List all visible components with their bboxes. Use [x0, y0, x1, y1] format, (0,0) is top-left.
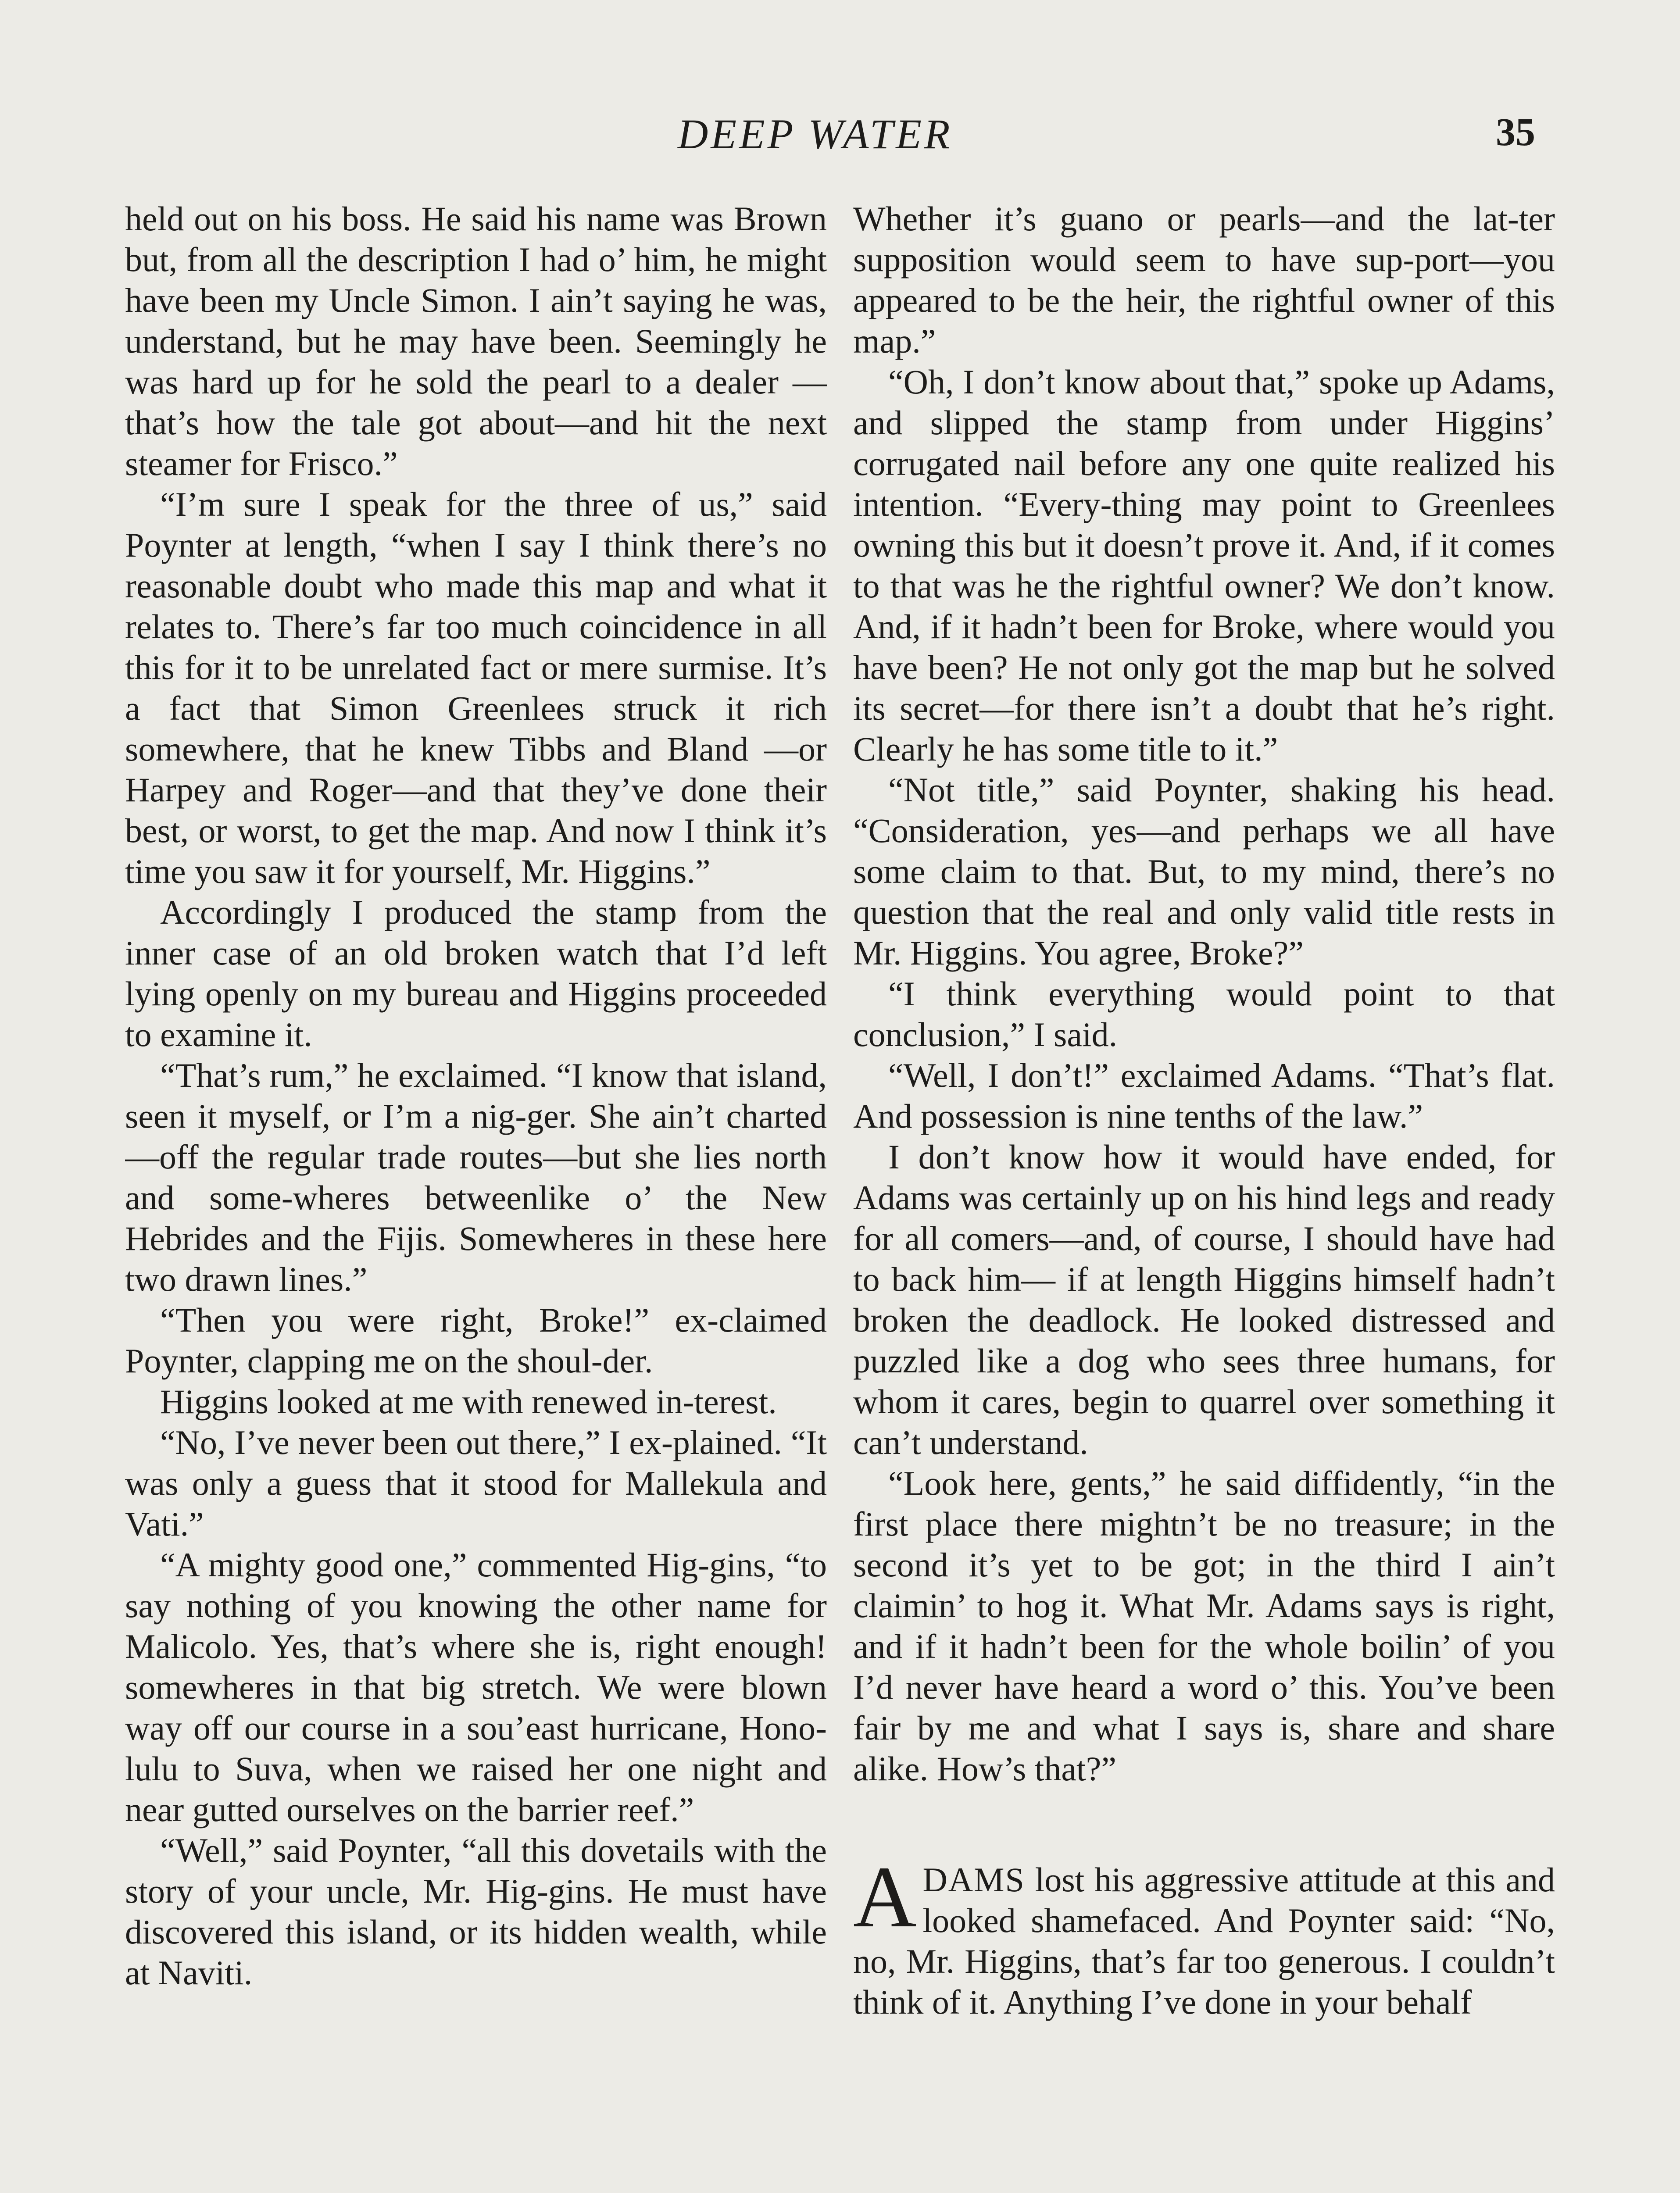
paragraph: held out on his boss. He said his name was Brown but, from all the description I had o’ him, he might have been my Uncle Simon. I ain’t saying he was, understand, but he may have been. Seemingly he was hard up for he sold the pearl to a dealer —that’s how the tale got about—and hit the next steamer for Frisco.”	[125, 200, 827, 482]
paragraph: Accordingly I produced the stamp from the inner case of an old broken watch that I’d left lying openly on my bureau and Higgins proceeded to examine it.	[125, 893, 827, 1054]
paragraph-text: lost his aggressive attitude at this and looked shamefaced. And Poynter said: “No, no, Mr. Higgins, that’s far too generous. I couldn’t think of it. Anything I’ve done in your behalf	[853, 1861, 1555, 2021]
paragraph: Whether it’s guano or pearls—and the lat-ter supposition would seem to have sup-port—you appeared to be the heir, the rightful owner of this map.”	[853, 200, 1555, 360]
running-title: DEEP WATER	[678, 111, 953, 157]
paragraph: “I think everything would point to that conclusion,” I said.	[853, 975, 1555, 1054]
paragraph: “Well,” said Poynter, “all this dovetails with the story of your uncle, Mr. Hig-gins. He must have discovered this island, or its hidden wealth, while at Naviti.	[125, 1831, 827, 1992]
paragraph: I don’t know how it would have ended, for Adams was certainly up on his hind legs and ready for all comers—and, of course, I should have had to back him— if at length Higgins himself hadn’t broken the deadlock. He looked distressed and puzzled like a dog who sees three humans, for whom it cares, begin to quarrel over something it can’t understand.	[853, 1138, 1555, 1461]
left-column	[125, 198, 827, 2193]
paragraph: “Then you were right, Broke!” ex-claimed Poynter, clapping me on the shoul-der.	[125, 1301, 827, 1380]
paragraph: “Look here, gents,” he said diffidently, “in the first place there mightn’t be no treasure; in the second it’s yet to be got; in the third I ain’t claimin’ to hog it. What Mr. Adams says is right, and if it hadn’t been for the whole boilin’ of you I’d never have heard a word o’ this. You’ve been fair by me and what I says is, share and share alike. How’s that?”	[853, 1464, 1555, 1788]
paragraph: “That’s rum,” he exclaimed. “I know that island, seen it myself, or I’m a nig-ger. She ain’t charted—off the regular trade routes—but she lies north and some-wheres betweenlike o’ the New Hebrides and the Fijis. Somewheres in these here two drawn lines.”	[125, 1056, 827, 1298]
page-number: 35	[1496, 111, 1535, 154]
paragraph: “No, I’ve never been out there,” I ex-plained. “It was only a guess that it stood for Mallekula and Vati.”	[125, 1423, 827, 1543]
paragraph: “Well, I don’t!” exclaimed Adams. “That’s flat. And possession is nine tenths of the law.”	[853, 1056, 1555, 1135]
drop-cap: A	[853, 1849, 917, 1946]
paragraph: “I’m sure I speak for the three of us,” said Poynter at length, “when I say I think there’s no reasonable doubt who made this map and what it relates to. There’s far too much coincidence in all this for it to be unrelated fact or mere surmise. It’s a fact that Simon Greenlees struck it rich somewhere, that he knew Tibbs and Bland —or Harpey and Roger—and that they’ve done their best, or worst, to get the map. And now I think it’s time you saw it for yourself, Mr. Higgins.”	[125, 485, 827, 890]
paragraph: “Not title,” said Poynter, shaking his head. “Consideration, yes—and perhaps we all have some claim to that. But, to my mind, there’s no question that the real and only valid title rests in Mr. Higgins. You agree, Broke?”	[853, 771, 1555, 972]
paragraph: “A mighty good one,” commented Hig-gins, “to say nothing of you knowing the other name for Malicolo. Yes, that’s where she is, right enough! somewheres in that big stretch. We were blown way off our course in a sou’east hurricane, Hono-lulu to Suva, when we raised her one night and near gutted ourselves on the barrier reef.”	[125, 1546, 827, 1829]
section-opening-paragraph	[853, 1849, 1555, 2022]
right-column	[853, 198, 1555, 2193]
running-head	[0, 110, 1680, 158]
paragraph: Higgins looked at me with renewed in-terest.	[160, 1382, 777, 1421]
small-caps-lead: DAMS	[922, 1861, 1025, 1899]
paragraph: “Oh, I don’t know about that,” spoke up Adams, and slipped the stamp from under Higgins’ corrugated nail before any one quite realized his intention. “Every-thing may point to Greenlees owning this but it doesn’t prove it. And, if it comes to that was he the rightful owner? We don’t know. And, if it hadn’t been for Broke, where would you have been? He not only got the map but he solved its secret—for there isn’t a doubt that he’s right. Clearly he has some title to it.”	[853, 363, 1555, 768]
